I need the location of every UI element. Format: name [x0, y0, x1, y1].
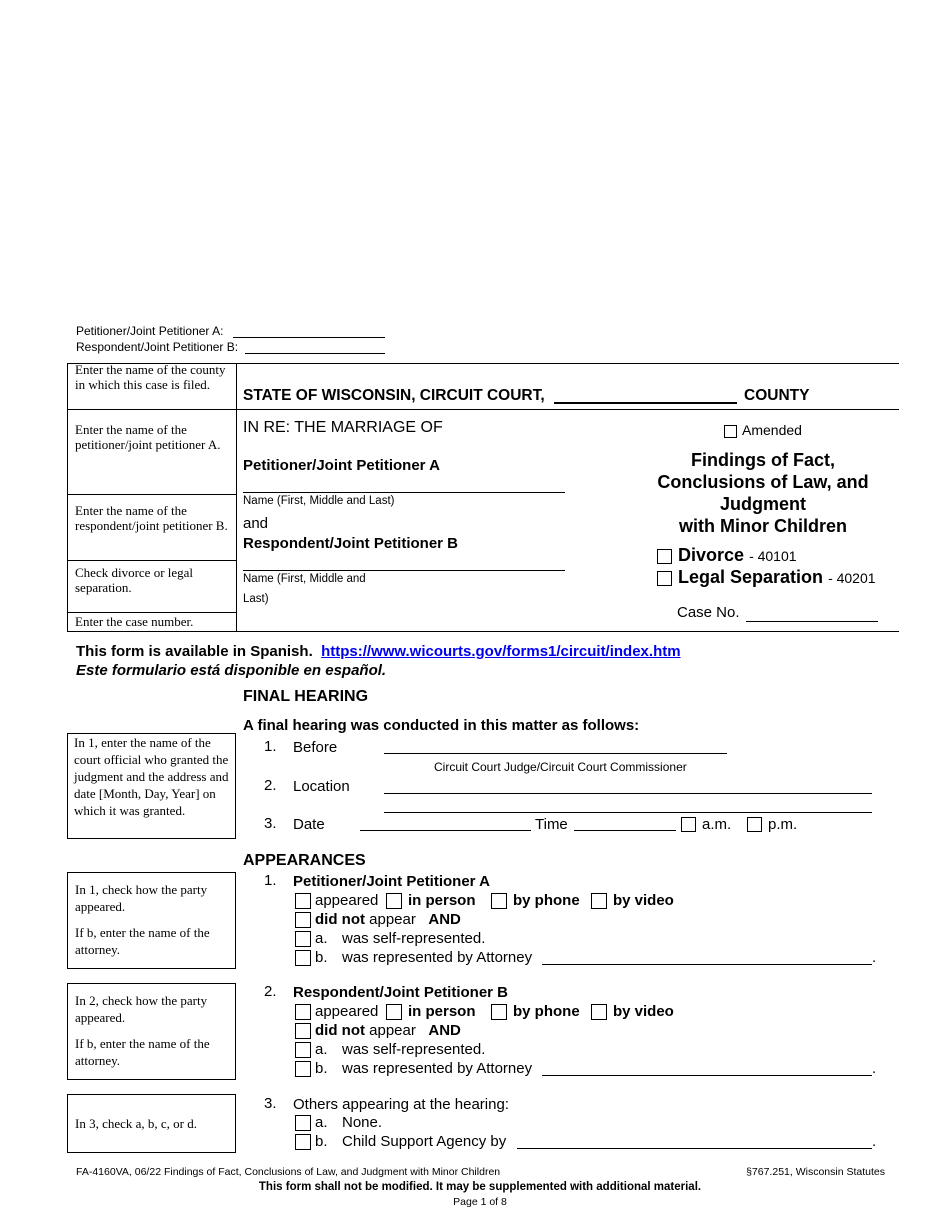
respondent-b-header-label: Respondent/Joint Petitioner B:: [76, 340, 239, 354]
location-field-1[interactable]: [384, 793, 872, 794]
others-none-checkbox[interactable]: [295, 1115, 311, 1131]
sidebar-county-hint: Enter the name of the county in which this case is filed.: [75, 362, 226, 392]
party-1-attorney-label: was represented by Attorney: [342, 949, 533, 966]
party-1-by-phone-checkbox[interactable]: [491, 893, 507, 909]
sidebar-rule-4: [67, 612, 236, 613]
party-1-label: Petitioner/Joint Petitioner A: [293, 873, 490, 890]
others-none-letter: a.: [315, 1114, 328, 1131]
respondent-b-header-field[interactable]: [245, 353, 385, 354]
child-support-agency-period: .: [872, 1133, 877, 1150]
sidebar-respondent-hint: Enter the name of the respondent/joint petitioner B.: [75, 503, 228, 533]
party-2-appear-label: appear: [369, 1022, 416, 1039]
party-2-did-not-appear: [315, 1022, 461, 1039]
petitioner-name-field[interactable]: [243, 492, 565, 493]
party-1-and-label: AND: [428, 911, 461, 928]
party-2-number: 2.: [264, 983, 277, 1000]
divorce-checkbox[interactable]: [657, 549, 672, 564]
amended-checkbox[interactable]: [724, 425, 737, 438]
forms-link[interactable]: https://www.wicourts.gov/forms1/circuit/index.htm: [321, 643, 681, 660]
divorce-code: - 40101: [749, 548, 797, 564]
party-1-self-represented-label: was self-represented.: [342, 930, 486, 947]
party-2-opt-a-letter: a.: [315, 1041, 328, 1058]
county-field[interactable]: [554, 402, 737, 404]
date-number: 3.: [264, 815, 277, 832]
party-1-by-video-checkbox[interactable]: [591, 893, 607, 909]
party-2-by-video-checkbox[interactable]: [591, 1004, 607, 1020]
party-2-in-person-checkbox[interactable]: [386, 1004, 402, 1020]
final-hearing-hint: In 1, enter the name of the court official who granted the judgment and the address and date [Month, Day, Year] on which it was granted.: [67, 733, 236, 839]
hint-2-line-1: In 2, check how the party appeared.: [75, 993, 208, 1025]
petitioner-a-header-field[interactable]: [233, 337, 385, 338]
divorce-option: [678, 545, 797, 566]
party-1-in-person-checkbox[interactable]: [386, 893, 402, 909]
others-none-label: None.: [342, 1114, 383, 1131]
child-support-agency-field[interactable]: [517, 1148, 872, 1149]
footer-statute: §767.251, Wisconsin Statutes: [746, 1166, 885, 1178]
respondent-label: Respondent/Joint Petitioner B: [243, 535, 459, 552]
appearances-heading: APPEARANCES: [243, 852, 366, 869]
petitioner-name-caption: Name (First, Middle and Last): [243, 495, 395, 507]
child-support-agency-label: Child Support Agency by: [342, 1133, 507, 1150]
sidebar-rule-2: [67, 494, 236, 495]
party-1-attorney-period: .: [872, 949, 877, 966]
appearances-hint-1: [67, 872, 236, 969]
location-field-2[interactable]: [384, 812, 872, 813]
am-label: a.m.: [702, 816, 732, 833]
appearances-hint-2: [67, 983, 236, 1080]
divorce-label: Divorce: [678, 545, 745, 565]
legal-separation-option: [678, 567, 876, 588]
party-1-self-represented-checkbox[interactable]: [295, 931, 311, 947]
party-1-attorney-checkbox[interactable]: [295, 950, 311, 966]
before-caption: Circuit Court Judge/Circuit Court Commissioner: [434, 760, 687, 774]
party-2-attorney-checkbox[interactable]: [295, 1061, 311, 1077]
before-number: 1.: [264, 738, 277, 755]
sidebar-petitioner-hint: Enter the name of the petitioner/joint petitioner A.: [75, 422, 221, 452]
hint-1-line-2: If b, enter the name of the attorney.: [75, 925, 210, 957]
sidebar-case-number-hint: Enter the case number.: [75, 614, 194, 629]
party-1-in-person-label: in person: [408, 892, 476, 909]
sidebar-divorce-hint: Check divorce or legal separation.: [75, 565, 194, 595]
court-prefix: STATE OF WISCONSIN, CIRCUIT COURT,: [243, 387, 545, 404]
title-line-3: Judgment: [719, 494, 806, 514]
sidebar-right-border: [236, 363, 237, 631]
party-2-label: Respondent/Joint Petitioner B: [293, 984, 509, 1001]
case-no-label: Case No.: [677, 604, 740, 621]
party-2-by-phone-label: by phone: [513, 1003, 580, 1020]
party-2-in-person-label: in person: [408, 1003, 476, 1020]
party-1-did-not-checkbox[interactable]: [295, 912, 311, 928]
pm-checkbox[interactable]: [747, 817, 762, 832]
party-2-did-not-label: did not: [315, 1022, 365, 1039]
party-2-attorney-label: was represented by Attorney: [342, 1060, 533, 1077]
party-1-appeared-label: appeared: [315, 892, 379, 909]
party-1-number: 1.: [264, 872, 277, 889]
location-number: 2.: [264, 777, 277, 794]
petitioner-label: Petitioner/Joint Petitioner A: [243, 457, 440, 474]
am-checkbox[interactable]: [681, 817, 696, 832]
party-1-did-not-appear: [315, 911, 461, 928]
legal-separation-checkbox[interactable]: [657, 571, 672, 586]
others-number: 3.: [264, 1095, 277, 1112]
respondent-name-field[interactable]: [243, 570, 565, 571]
party-1-appeared-checkbox[interactable]: [295, 893, 311, 909]
party-2-self-represented-label: was self-represented.: [342, 1041, 486, 1058]
legal-separation-code: - 40201: [828, 570, 876, 586]
footer-warning: This form shall not be modified. It may be supplemented with additional material.: [258, 1181, 702, 1193]
caption-rule-court: [237, 409, 899, 410]
party-2-by-video-label: by video: [613, 1003, 674, 1020]
spanish-notice-es: Este formulario está disponible en español.: [76, 662, 387, 679]
party-2-opt-b-letter: b.: [315, 1060, 328, 1077]
spanish-notice: [76, 643, 681, 660]
child-support-agency-checkbox[interactable]: [295, 1134, 311, 1150]
date-label: Date: [293, 816, 325, 833]
sidebar-rule-3: [67, 560, 236, 561]
in-re-heading: IN RE: THE MARRIAGE OF: [243, 419, 443, 436]
hint-2-line-2: If b, enter the name of the attorney.: [75, 1036, 210, 1068]
date-field[interactable]: [360, 830, 531, 831]
location-label: Location: [293, 778, 350, 795]
party-2-attorney-field[interactable]: [542, 1075, 872, 1076]
court-suffix: COUNTY: [744, 387, 810, 404]
time-field[interactable]: [574, 830, 676, 831]
party-2-and-label: AND: [428, 1022, 461, 1039]
respondent-name-caption-1: Name (First, Middle and: [243, 573, 366, 585]
party-2-self-represented-checkbox[interactable]: [295, 1042, 311, 1058]
party-1-opt-a-letter: a.: [315, 930, 328, 947]
amended-label: Amended: [742, 422, 802, 438]
title-line-1: Findings of Fact,: [691, 450, 835, 470]
final-hearing-heading: FINAL HEARING: [243, 688, 369, 705]
child-support-agency-letter: b.: [315, 1133, 328, 1150]
party-2-did-not-checkbox[interactable]: [295, 1023, 311, 1039]
spanish-notice-text: This form is available in Spanish.: [76, 643, 313, 660]
time-label: Time: [535, 816, 568, 833]
sidebar-rule-1: [67, 409, 236, 410]
petitioner-a-header-label: Petitioner/Joint Petitioner A:: [76, 324, 224, 338]
hint-1-line-1: In 1, check how the party appeared.: [75, 882, 208, 914]
title-line-2: Conclusions of Law, and: [657, 472, 869, 492]
party-2-appeared-checkbox[interactable]: [295, 1004, 311, 1020]
case-no-field[interactable]: [746, 621, 878, 622]
party-2-appeared-label: appeared: [315, 1003, 379, 1020]
before-field[interactable]: [384, 753, 727, 754]
footer-form-id: FA-4160VA, 06/22 Findings of Fact, Conclusions of Law, and Judgment with Minor Children: [76, 1166, 501, 1178]
sidebar-left-border: [67, 363, 68, 631]
others-label: Others appearing at the hearing:: [293, 1096, 509, 1113]
caption-bottom-rule: [67, 631, 899, 632]
party-1-attorney-field[interactable]: [542, 964, 872, 965]
pm-label: p.m.: [768, 816, 798, 833]
party-2-by-phone-checkbox[interactable]: [491, 1004, 507, 1020]
respondent-name-caption-2: Last): [243, 593, 269, 605]
title-line-4: with Minor Children: [679, 516, 847, 536]
party-1-by-video-label: by video: [613, 892, 674, 909]
final-hearing-intro: A final hearing was conducted in this matter as follows:: [243, 717, 640, 734]
footer-page-number: Page 1 of 8: [453, 1196, 507, 1208]
appearances-hint-3: In 3, check a, b, c, or d.: [67, 1094, 236, 1153]
and-label: and: [243, 515, 269, 532]
party-1-opt-b-letter: b.: [315, 949, 328, 966]
party-1-did-not-label: did not: [315, 911, 365, 928]
before-label: Before: [293, 739, 338, 756]
legal-separation-label: Legal Separation: [678, 567, 824, 587]
party-1-by-phone-label: by phone: [513, 892, 580, 909]
party-1-appear-label: appear: [369, 911, 416, 928]
party-2-attorney-period: .: [872, 1060, 877, 1077]
